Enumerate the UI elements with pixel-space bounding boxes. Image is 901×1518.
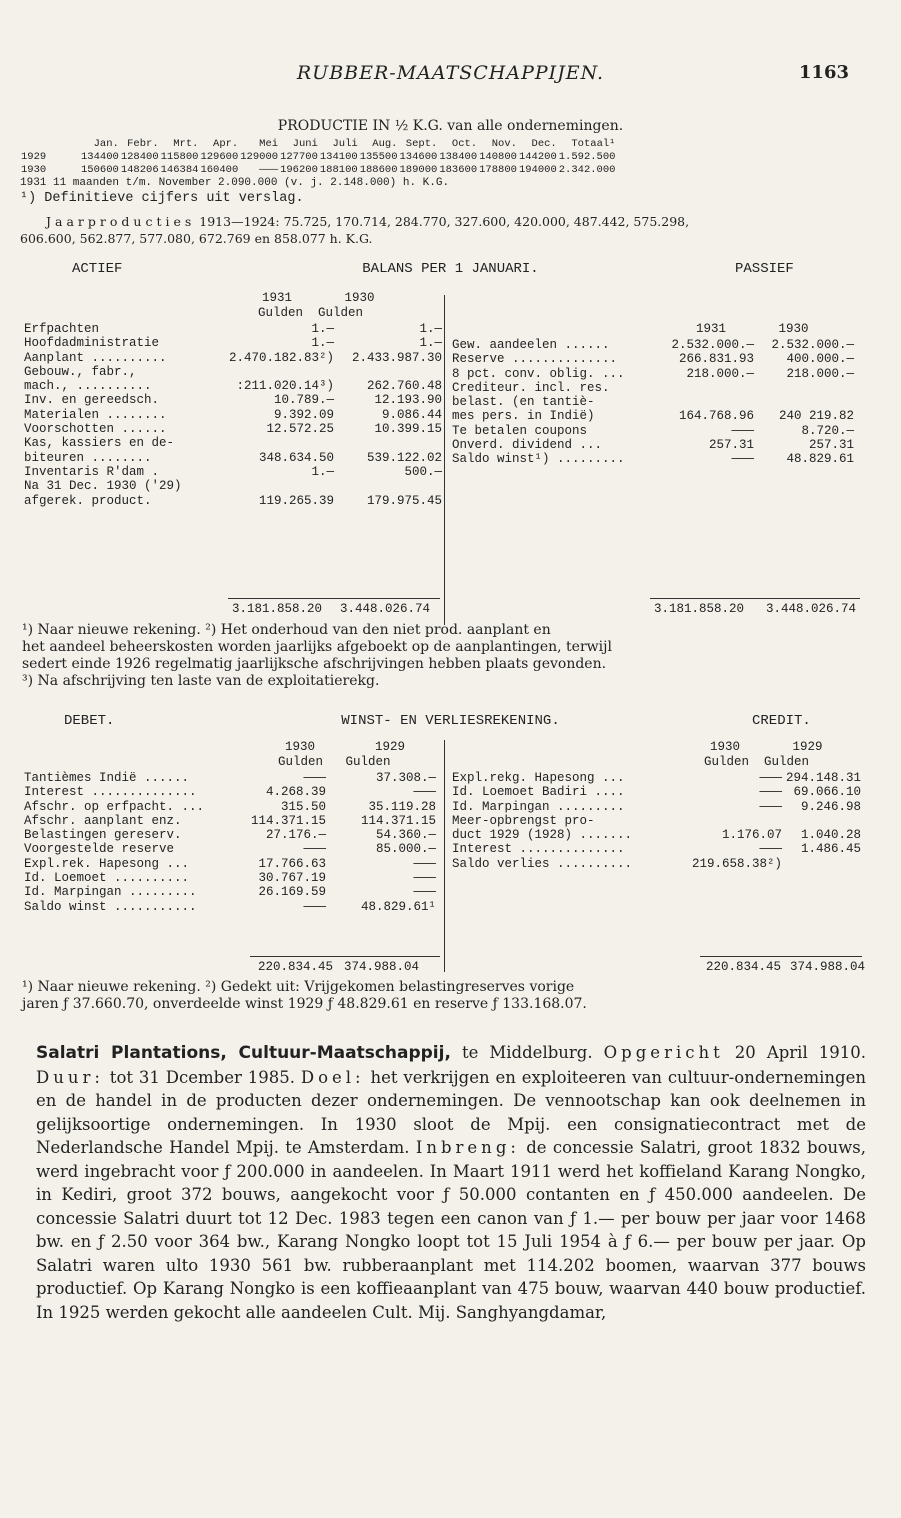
ledger-label: Interest .............. [24, 785, 197, 800]
wv-right-currency [704, 755, 809, 769]
production-cell: 134400 [81, 151, 119, 163]
ledger-label: Afschr. aanplant enz. [24, 813, 182, 828]
production-title: PRODUCTIE IN ½ K.G. van alle ondernemingen. [277, 118, 624, 134]
ledger-label: Interest .............. [452, 842, 625, 857]
ledger-label: Gew. aandeelen ...... [452, 338, 610, 352]
wv-left-currency [278, 755, 391, 769]
ledger-value [227, 365, 336, 379]
production-cell: 188100 [319, 164, 358, 176]
ledger-value: 2.433.987.30 [352, 350, 443, 365]
ledger-label: Reserve .............. [452, 352, 618, 367]
production-cell: 140800 [479, 151, 517, 163]
ledger-row [22, 771, 438, 785]
ledger-row [22, 814, 438, 828]
ledger-row [22, 365, 444, 379]
ledger-value [336, 436, 444, 450]
production-cell: 189000 [399, 164, 438, 176]
ledger-value: ——— [731, 423, 754, 438]
ledger-label: Voorschotten ...... [24, 422, 167, 437]
ledger-row [450, 352, 856, 366]
production-month-header: Dec. [531, 138, 557, 150]
balans-year-1930: 1930 [344, 291, 375, 305]
duur-label: Duur: [36, 1067, 104, 1087]
ledger-label: Crediteur. incl. res. [452, 380, 610, 395]
ledger-value: ——— [303, 842, 326, 857]
ledger-value: ——— [759, 785, 783, 800]
production-month-header: Juli [332, 138, 358, 150]
ledger-value: 218.000.— [786, 366, 854, 381]
ledger-value: 37.308.— [375, 771, 436, 785]
footnote-line: ³) Na afschrijving ten laste van de exploitatierekg. [22, 673, 380, 689]
production-month-header: Mei [259, 138, 279, 150]
ledger-value [336, 365, 444, 379]
production-cell: 134600 [399, 151, 438, 163]
ledger-value [690, 814, 784, 828]
ledger-label: Id. Marpingan ......... [24, 885, 197, 900]
ledger-value: 257.31 [708, 438, 754, 453]
running-title: RUBBER-MAATSCHAPPIJEN. [296, 62, 605, 84]
wv-credit-table [450, 771, 863, 871]
wv-right-years [710, 740, 823, 754]
ledger-value: 10.789.— [274, 393, 335, 408]
ledger-row [450, 409, 856, 423]
ledger-value: ——— [731, 452, 754, 467]
inbreng-label: Inbreng: [415, 1138, 520, 1157]
ledger-label: mes pers. in Indië) [452, 409, 595, 424]
ledger-value [227, 436, 336, 450]
ledger-value: 1.— [419, 336, 443, 351]
ledger-value: 1.040.28 [801, 828, 862, 843]
ledger-value: 30.767.19 [258, 871, 326, 886]
production-cell: 196200 [280, 164, 318, 176]
footnote-line: sedert einde 1926 regelmatig jaarlijksche afschrijvingen hebben plaats gevonden. [22, 656, 607, 672]
wv-right-label: CREDIT. [752, 713, 811, 729]
wv-right-gulden-2: Gulden [764, 755, 810, 769]
ledger-row [450, 771, 863, 785]
ledger-label: biteuren ........ [24, 450, 152, 465]
ledger-value: 2.532.000.— [771, 338, 854, 352]
balans-left-total2: 3.448.026.74 [340, 602, 431, 616]
ledger-row [22, 351, 444, 365]
ledger-value: 164.768.96 [678, 409, 754, 424]
ledger-row [450, 438, 856, 452]
production-cell: ——— [259, 164, 279, 176]
footnote-line: ¹) Naar nieuwe rekening. ²) Het onderhoud van den niet prod. aanplant en [22, 622, 551, 638]
production-year-header [20, 138, 80, 151]
balans-right-label: PASSIEF [735, 261, 794, 277]
ledger-label: Hoofdadministratie [24, 336, 160, 351]
ledger-label: Inventaris R'dam . [24, 464, 160, 479]
production-year: 1930 [21, 164, 47, 176]
ledger-row [22, 857, 438, 871]
ledger-value: 240 219.82 [778, 409, 854, 424]
ledger-row [450, 842, 863, 856]
production-cell: 2.342.000 [558, 164, 616, 176]
ledger-label: Saldo winst ........... [24, 899, 197, 914]
ledger-value: 219.658.38²) [692, 856, 783, 871]
production-cell: 138400 [439, 151, 478, 163]
wv-year-1929: 1929 [375, 740, 406, 754]
ledger-label: Inv. en gereedsch. [24, 393, 160, 408]
wv-right-total1: 220.834.45 [706, 960, 782, 974]
wv-gulden: Gulden [278, 755, 324, 769]
ledger-row [450, 452, 856, 466]
wv-gulden-2: Gulden [345, 755, 391, 769]
production-month-header: Sept. [405, 138, 438, 150]
balans-gulden-2: Gulden [318, 306, 364, 320]
article-body [36, 1041, 866, 1324]
ledger-row [22, 900, 438, 914]
ledger-value: 114.371.15 [250, 813, 326, 828]
production-month-header: Totaal¹ [571, 138, 616, 150]
ledger-value: ——— [413, 871, 436, 886]
production-cell: 178800 [479, 164, 517, 176]
production-month-header: Oct. [451, 138, 478, 150]
production-month-header: Jan. [93, 138, 119, 150]
ledger-value: 17.766.63 [258, 856, 326, 871]
ledger-label: afgerek. product. [24, 493, 152, 508]
ledger-value: 8.720.— [801, 423, 854, 438]
ledger-row [22, 871, 438, 885]
ledger-value: 2.532.000.— [671, 338, 754, 352]
ledger-label: mach., .......... [24, 379, 152, 394]
balans-left-years [262, 291, 375, 305]
ledger-row [22, 494, 444, 508]
wv-right-year-1930: 1930 [710, 740, 741, 754]
ledger-value: 262.760.48 [367, 379, 443, 394]
production-month-header: Juni [292, 138, 318, 150]
ledger-row [450, 338, 856, 352]
production-year: 1929 [21, 151, 47, 163]
ledger-value: ——— [303, 899, 326, 914]
ledger-label: Expl.rek. Hapesong ... [24, 856, 190, 871]
production-header-row [20, 138, 616, 151]
wv-right-gulden: Gulden [704, 755, 750, 769]
production-table [20, 138, 616, 177]
ledger-value [756, 381, 856, 395]
wv-left-total1: 220.834.45 [258, 960, 334, 974]
ledger-value: :211.020.14³) [236, 379, 335, 394]
ledger-value [227, 479, 336, 493]
ledger-value [336, 479, 444, 493]
ledger-label: Expl.rekg. Hapesong ... [452, 771, 625, 785]
footnote-line: ¹) Naar nieuwe rekening. ²) Gedekt uit: Vrijgekomen belastingreserves vorige [22, 979, 575, 995]
ledger-value: 257.31 [808, 438, 854, 453]
wv-title: WINST- EN VERLIESREKENING. [341, 713, 560, 729]
production-cell: 160400 [200, 164, 239, 176]
ledger-value [784, 857, 863, 871]
ledger-value: 266.831.93 [678, 352, 754, 367]
balans-passief-table [450, 338, 856, 467]
production-1931-row: 1931 11 maanden t/m. November 2.090.000 (v. j. 2.148.000) h. K.G. [20, 177, 450, 189]
balans-gulden: Gulden [258, 306, 304, 320]
jaarproducties-line2: 606.600, 562.877, 577.080, 672.769 en 858.077 h. K.G. [20, 231, 373, 246]
ledger-label: Gebouw., fabr., [24, 364, 137, 379]
ledger-row [450, 814, 863, 828]
ledger-value [756, 395, 856, 409]
ledger-value: 539.122.02 [367, 450, 443, 465]
ledger-value: 500.— [404, 464, 443, 479]
wv-left-total-rule [250, 956, 440, 957]
ledger-value: 348.634.50 [259, 450, 335, 465]
ledger-row [22, 336, 444, 350]
ledger-label: 8 pct. conv. oblig. ... [452, 366, 625, 381]
ledger-row [450, 424, 856, 438]
ledger-row [22, 451, 444, 465]
balans-right-year-1930: 1930 [778, 322, 809, 336]
ledger-label: Voorgestelde reserve [24, 842, 175, 857]
production-row [20, 151, 616, 164]
ledger-value: 2.470.182.83²) [229, 350, 335, 365]
ledger-row [450, 828, 863, 842]
ledger-label: Afschr. op erfpacht. ... [24, 799, 205, 814]
article-intro [36, 1041, 866, 1324]
ledger-label: Na 31 Dec. 1930 ('29) [24, 479, 182, 494]
wv-left-total2: 374.988.04 [344, 960, 420, 974]
wv-right-total2: 374.988.04 [790, 960, 866, 974]
ledger-value: 119.265.39 [259, 493, 335, 508]
ledger-row [22, 408, 444, 422]
ledger-value [646, 381, 756, 395]
production-month-header: Mrt. [173, 138, 199, 150]
ledger-value: 400.000.— [786, 352, 854, 367]
ledger-value: 294.148.31 [786, 771, 862, 785]
wv-notes [22, 979, 587, 1013]
ledger-row [22, 479, 444, 493]
ledger-row [450, 395, 856, 409]
balans-right-year-1931: 1931 [696, 322, 727, 336]
production-cell: 148206 [120, 164, 159, 176]
ledger-label: Meer-opbrengst pro- [452, 813, 595, 828]
ledger-row [22, 800, 438, 814]
ledger-value: 218.000.— [686, 366, 754, 381]
ledger-label: Id. Marpingan ......... [452, 799, 625, 814]
ledger-label: Te betalen coupons [452, 423, 588, 438]
ledger-row [22, 322, 444, 336]
ledger-label: Onverd. dividend ... [452, 438, 603, 453]
wv-left-years [285, 740, 405, 754]
balans-title: BALANS PER 1 JANUARI. [362, 261, 539, 277]
balans-right-total-rule [650, 598, 860, 599]
ledger-row [22, 422, 444, 436]
ledger-label: Aanplant .......... [24, 350, 167, 365]
ledger-value: 9.392.09 [274, 407, 335, 422]
ledger-value: 1.— [419, 322, 443, 336]
production-month-header: Nov. [491, 138, 517, 150]
ledger-label: Erfpachten [24, 322, 100, 336]
production-cell: 134100 [319, 151, 358, 163]
wv-left-label: DEBET. [64, 713, 115, 729]
wv-divider [444, 740, 445, 972]
ledger-value: 26.169.59 [258, 885, 326, 900]
company-location: te Middelburg. [450, 1043, 593, 1062]
wv-debet-table [22, 771, 438, 914]
ledger-value: 315.50 [280, 799, 326, 814]
production-cell: 1.592.500 [558, 151, 616, 163]
ledger-value: 1.176.07 [722, 828, 783, 843]
ledger-value [646, 395, 756, 409]
ledger-row [22, 785, 438, 799]
production-cell: 146384 [160, 164, 199, 176]
ledger-value: 85.000.— [375, 842, 436, 857]
footnote-line: jaren ƒ 37.660.70, onverdeelde winst 1929 ƒ 48.829.61 en reserve ƒ 133.168.07. [22, 996, 587, 1012]
ledger-value: ——— [413, 785, 436, 800]
ledger-value: 114.371.15 [360, 813, 436, 828]
ledger-value: 4.268.39 [265, 785, 326, 800]
page-header [0, 62, 901, 92]
inbreng-text: de concessie Salatri, groot 1832 bouws, werd ingebracht voor ƒ 200.000 in aandeelen. In Maart 1911 werd het koffieland Karang Nongko, in Kediri, groot 372 bouws, aangekocht voor ƒ 50.000 contanten en ƒ 450.000 aandeelen. De concessie Salatri duurt tot 12 Dec. 1983 tegen een canon van ƒ 1.— per bouw per jaar voor 1468 bw. en ƒ 2.50 voor 364 bw., Karang Nongko loopt tot 15 Juli 1954 à ƒ 6.— per bouw per jaar. Op Salatri waren ulto 1930 561 bw. rubberaanplant met 114.202 boomen, waarvan 377 bouws productief. Op Karang Nongko is een koffieaanplant van 475 bouw, waarvan 440 bouw productief. In 1925 werden gekocht alle aandeelen Cult. Mij. Sanghyangdamar, [36, 1138, 866, 1322]
ledger-row [22, 828, 438, 842]
production-cell: 128400 [120, 151, 159, 163]
production-cell: 144200 [518, 151, 557, 163]
wv-right-year-1929: 1929 [792, 740, 823, 754]
ledger-label: Belastingen gereserv. [24, 828, 182, 843]
duur-text: tot 31 Dcember 1985. [103, 1067, 295, 1087]
production-cell: 127700 [280, 151, 318, 163]
doel-label: Doel: [300, 1067, 365, 1087]
ledger-value: 48.829.61¹ [360, 899, 436, 914]
balans-divider [444, 295, 445, 625]
ledger-row [22, 842, 438, 856]
ledger-value: ——— [759, 842, 783, 857]
production-cell: 194000 [518, 164, 557, 176]
jaarproducties-text1: 1913—1924: 75.725, 170.714, 284.770, 327.600, 420.000, 487.442, 575.298, [195, 214, 690, 229]
balans-notes [22, 622, 612, 690]
ledger-value: 1.486.45 [801, 842, 862, 857]
ledger-label: Id. Loemoet .......... [24, 871, 190, 886]
ledger-row [22, 393, 444, 407]
production-cell: 129000 [240, 151, 279, 163]
balans-left-total1: 3.181.858.20 [232, 602, 323, 616]
jaarproducties-label: Jaarproducties [46, 214, 196, 229]
ledger-value: 54.360.— [375, 828, 436, 843]
production-month-header: Apr. [213, 138, 239, 150]
ledger-value: 69.066.10 [793, 785, 862, 800]
ledger-value: ——— [413, 885, 436, 900]
ledger-row [450, 367, 856, 381]
ledger-value: 1.— [311, 336, 335, 351]
ledger-value: 1.— [311, 322, 335, 336]
balans-right-total2: 3.448.026.74 [766, 602, 857, 616]
opgericht-label: Opgericht [603, 1043, 724, 1062]
balans-right-total1: 3.181.858.20 [654, 602, 745, 616]
ledger-value: 9.086.44 [382, 407, 443, 422]
ledger-label: Materialen ........ [24, 407, 167, 422]
footnote-line: het aandeel beheerskosten worden jaarlijks afgeboekt op de aanplantingen, terwijl [22, 639, 612, 655]
production-cell: 150600 [81, 164, 119, 176]
page-number: 1163 [798, 62, 849, 83]
production-cell: 115800 [160, 151, 199, 163]
ledger-value: ——— [413, 856, 436, 871]
ledger-value: ——— [759, 799, 783, 814]
ledger-value [784, 814, 863, 828]
production-row [20, 164, 616, 177]
ledger-value: 179.975.45 [367, 493, 443, 508]
ledger-row [450, 800, 863, 814]
ledger-row [450, 381, 856, 395]
company-name: Salatri Plantations, Cultuur-Maatschappij, [36, 1043, 451, 1063]
wv-right-total-rule [700, 956, 862, 957]
ledger-label: Tantièmes Indië ...... [24, 771, 190, 785]
production-month-header: Febr. [127, 138, 159, 150]
ledger-value: 9.246.98 [801, 799, 862, 814]
balans-right-years [696, 322, 809, 336]
ledger-label: Saldo verlies .......... [452, 856, 633, 871]
wv-year-1930: 1930 [285, 740, 316, 754]
ledger-label: belast. (en tantiè- [452, 395, 595, 410]
ledger-value: 10.399.15 [374, 422, 443, 437]
ledger-label: Kas, kassiers en de- [24, 436, 175, 451]
ledger-value: 27.176.— [265, 828, 326, 843]
jaarproducties [46, 214, 689, 229]
production-cell: 129600 [200, 151, 239, 163]
balans-year-1931: 1931 [262, 291, 293, 305]
production-cell: 183600 [439, 164, 478, 176]
ledger-row [450, 857, 863, 871]
ledger-row [22, 436, 444, 450]
balans-left-label: ACTIEF [72, 261, 123, 277]
ledger-value: 35.119.28 [368, 799, 436, 814]
balans-actief-table [22, 322, 444, 508]
ledger-value: ——— [759, 771, 783, 785]
balans-left-total-rule [228, 598, 440, 599]
ledger-label: duct 1929 (1928) ....... [452, 828, 633, 843]
ledger-label: Saldo winst¹) ......... [452, 452, 625, 467]
ledger-value: 12.193.90 [374, 393, 443, 408]
ledger-value: 48.829.61 [786, 452, 854, 467]
ledger-value: ——— [303, 771, 326, 785]
opgericht-text: 20 April 1910. [723, 1043, 867, 1062]
ledger-row [450, 785, 863, 799]
ledger-row [22, 885, 438, 899]
production-cell: 135500 [359, 151, 398, 163]
ledger-value: 1.— [311, 464, 335, 479]
production-month-header: Aug. [372, 138, 398, 150]
ledger-row [22, 379, 444, 393]
production-cell: 188600 [359, 164, 398, 176]
ledger-label: Id. Loemoet Badiri .... [452, 785, 625, 800]
doel-text: het verkrijgen en exploiteeren van cultuur-ondernemingen en de handel in de producten dezer ondernemingen. De vennootschap kan ook deelnemen in gelijksoortige ondernemingen. In 1930 sloot de Mpij. een consignatiecontract met de Nederlandsche Handel Mpij. te Amsterdam. [36, 1067, 866, 1157]
balans-left-currency [258, 306, 363, 320]
production-footnote: ¹) Definitieve cijfers uit verslag. [20, 191, 304, 206]
ledger-row [22, 465, 444, 479]
ledger-value: 12.572.25 [266, 422, 335, 437]
